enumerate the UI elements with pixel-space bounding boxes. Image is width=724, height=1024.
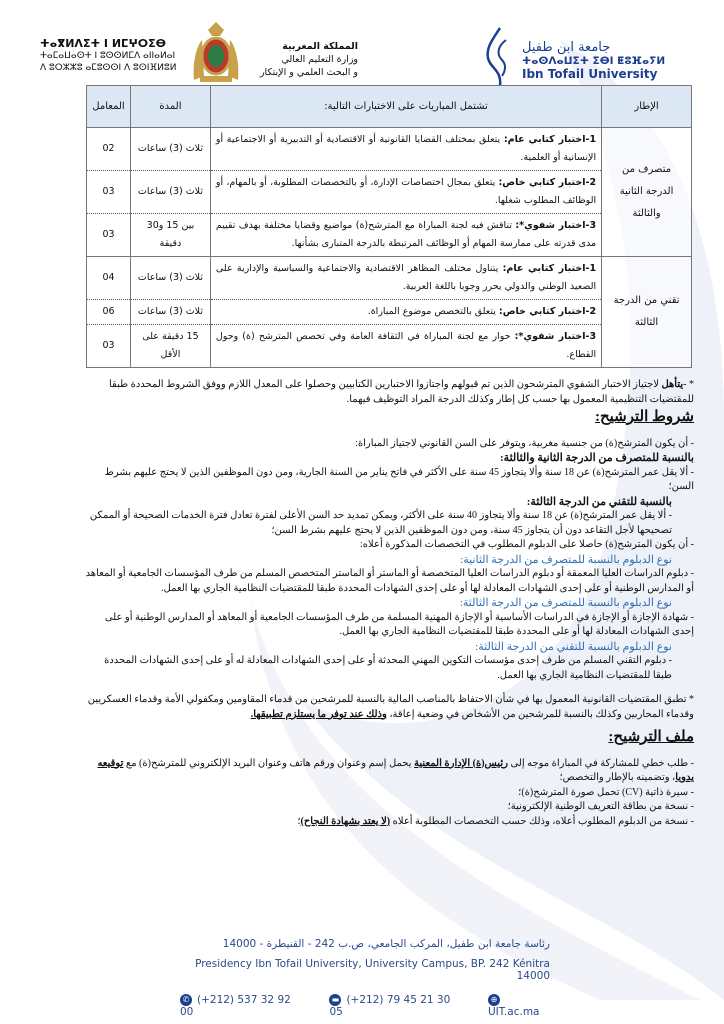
file-item-diploma: - نسخة من الدبلوم المطلوب أعلاه، وذلك حسب التخصصات المطلوبة أعلاه (لا يعتد بشهادة النجاح)؛	[297, 815, 694, 827]
coefficient-cell: 02	[87, 128, 131, 171]
duration-cell: ثلاث (3) ساعات	[131, 128, 211, 171]
diploma-title-admin-2: نوع الدبلوم بالنسبة للمتصرف من الدرجة الثانية:	[460, 553, 672, 566]
address-english: Presidency Ibn Tofail University, University Campus, BP. 242 Kénitra 14000	[195, 958, 550, 982]
duration-cell: ثلاث (3) ساعات	[131, 257, 211, 300]
table-row	[87, 128, 692, 171]
phone-icon: ✆	[180, 994, 192, 1006]
duration-cell: ثلاث (3) ساعات	[131, 171, 211, 214]
diploma-admin-2: - دبلوم الدراسات العليا المعمقة أو دبلوم الدراسات العليا المتخصصة أو الماستر أو الماستر المتخصص المسلم من طرف المؤسسات الجامعية أو المعاهد أو المدارس الوطنية أو على إحدى الشهادات المعادلة لها أو على إحدى الشهادات المحددة طبقا للمقتضيات النظامية الجاري بها العمل.	[85, 568, 694, 594]
ministry-tifinagh-text: ⵜⴰⴳⵍⴷⵉⵜ ⵏ ⵍⵎⵖⵔⵉⴱ ⵜⴰⵎⴰⵡⴰⵙⵜ ⵏ ⵓⵙⵙⵍⵎⴷ ⴰⵏⵏⴰⵍⴰⵏ ⴷ ⵓⵔⵣⵣⵓ ⴰⵎⵓⵙⵙⵏ ⴷ ⵓⵙⵏⴼⵍⵓⵍ	[40, 37, 177, 73]
letterhead	[0, 14, 724, 84]
diploma-title-admin-3: نوع الدبلوم بالنسبة للمتصرف من الدرجة الثالثة:	[459, 597, 672, 609]
document-body	[84, 378, 694, 829]
condition-age-technician: - ألا يقل عمر المترشح(ة) عن 18 سنة وألا يتجاوز 40 سنة على الأكثر، ويمكن تمديد حد السن الأعلى لفترة تعادل فترة الخدمات الصحيحة أو الممكن تصحيحها لأجل التقاعد دون أن يتجاوز 45 سنة، ومن دون الموظفين الذين لا يحتج عليهم بشرط السن؛	[89, 510, 672, 536]
conditions-heading: شروط الترشيح:	[594, 409, 694, 425]
fax-contact: ▬ (+212) 79 45 21 30 05	[329, 994, 451, 1018]
university-logo-text: جامعة ابن طفيل ⵜⴰⵙⴷⴰⵡⵉⵜ ⵉⴱⵏ ⵟⵓⴼⴰⵢⵍ Ibn Tofail University	[522, 40, 666, 81]
coefficient-cell: 03	[87, 171, 131, 214]
fax-icon: ▬	[329, 994, 341, 1006]
duration-cell: 15 دقيقة على الأقل	[131, 325, 211, 368]
exam-cell: 1-اختبار كتابي عام: يتعلق بمختلف القضايا القانونية أو الاقتصادية أو التدبيرية أو الاجتماعية أو الإنسانية أو العلمية.	[210, 128, 601, 171]
exam-cell: 1-اختبار كتابي عام: يتناول مختلف المظاهر الاقتصادية والاجتماعية والسياسية والإدارية على الصعيد الوطني والدولي يحرر وجوبا باللغة العربية.	[210, 257, 601, 300]
diploma-admin-3: - شهادة الإجازة أو الإجازة في الدراسات الأساسية أو الإجازة المهنية المسلمة من طرف المؤسسات الجامعية أو المعاهد أو المدارس الوطنية أو على إحدى الشهادات المعادلة لها أو على المحددة طبقا للمقتضيات النظامية الجاري بها العمل.	[104, 611, 694, 637]
moroccan-coat-of-arms-icon	[190, 20, 242, 84]
address-arabic: رئاسة جامعة ابن طفيل، المركب الجامعي، ص.ب 242 - القنيطرة - 14000	[222, 938, 550, 950]
subheading-administrator: بالنسبة للمتصرف من الدرجة الثانية والثالثة:	[500, 452, 694, 464]
table-row	[87, 257, 692, 300]
exam-cell: 2-اختبار كتابي خاص: يتعلق بمجال اختصاصات الإدارة، أو بالتخصصات المطلوبة، أو بالمهام، أو الوظائف المطلوب شغلها.	[210, 171, 601, 214]
duration-cell: ثلاث (3) ساعات	[131, 300, 211, 325]
coefficient-cell: 03	[87, 214, 131, 257]
file-heading: ملف الترشيح:	[608, 729, 694, 745]
file-item-request: - طلب خطي للمشاركة في المباراة موجه إلى رئيس(ة) الإدارة المعنية يحمل إسم وعنوان ورقم هاتف وعنوان البريد الإلكتروني للمترشح(ة) مع توقيعه يدويا، وتضمينه بالإطار والتخصص؛	[97, 757, 694, 783]
exam-cell: 2-اختبار كتابي خاص: يتعلق بالتخصص موضوع المباراة.	[210, 300, 601, 325]
oral-exam-note: * -يتأهل لاجتياز الاختبار الشفوي المترشحون الذين تم قبولهم واجتازوا الاختبارين الكتابيين وحصلوا على المعدل اللازم ووفق الشروط المحددة طبقا للمقتضيات التنظيمية المعمول بها حسب كل إطار وكذلك الدرجة المراد التوظيف فيهما.	[109, 379, 694, 405]
coefficient-cell: 04	[87, 257, 131, 300]
diploma-technician: - دبلوم التقني المسلم من طرف إحدى مؤسسات التكوين المهني المحدثة أو على إحدى الشهادات المعادلة له أو على إحدى الشهادات المحددة طبقا للمقتضيات النظامية الجاري بها العمل.	[104, 655, 672, 681]
reserved-posts-note: * تطبق المقتضيات القانونية المعمول بها في شأن الاحتفاظ بالمناصب المالية بالنسبة للمرشحين من قدماء المقاومين ومكفولي الأمة وقدماء العسكريين وقدماء المحاربين وكذلك بالنسبة للمرشحين من الأشخاص في وضعية إعاقة، وذلك عند توفر ما يستلزم تطبيقها.	[87, 694, 694, 720]
header-coefficient: المعامل	[87, 86, 131, 128]
table-row	[87, 300, 692, 325]
header-duration: المدة	[131, 86, 211, 128]
frame-cell: متصرف من الدرجة الثانية والثالثة	[602, 128, 692, 257]
university-logo-icon	[480, 26, 514, 88]
file-item-id: - نسخة من بطاقة التعريف الوطنية الإلكترونية؛	[507, 801, 694, 812]
condition-age-administrator: - ألا يقل عمر المترشح(ة) عن 18 سنة وألا يتجاوز 45 سنة على الأكثر في فاتح يناير من السنة الجارية، ومن دون الموظفين الذين لا يحتج عليهم بشرط السن؛	[104, 466, 694, 492]
table-row	[87, 325, 692, 368]
file-item-cv: - سيرة ذاتية (CV) تحمل صورة المترشح(ة)؛	[518, 786, 694, 798]
subheading-technician: بالنسبة للتقني من الدرجة الثالثة:	[526, 495, 672, 508]
condition-nationality: - أن يكون المترشح(ة) من جنسية مغربية، ويتوفر على السن القانوني لاجتياز المباراة:	[355, 437, 694, 449]
table-row	[87, 171, 692, 214]
table-row	[87, 214, 692, 257]
condition-diploma: - أن يكون المترشح(ة) حاصلا على الدبلوم المطلوب في التخصصات المذكورة أعلاه:	[360, 539, 694, 550]
coefficient-cell: 03	[87, 325, 131, 368]
footer	[180, 938, 550, 1018]
exams-table	[86, 85, 692, 368]
coefficient-cell: 06	[87, 300, 131, 325]
duration-cell: بين 15 و30 دقيقة	[131, 214, 211, 257]
globe-icon: ⊕	[488, 994, 500, 1006]
diploma-title-technician: نوع الدبلوم بالنسبة للتقني من الدرجة الثالثة:	[475, 640, 672, 653]
exam-cell: 3-اختبار شفوي*: حوار مع لجنة المباراة في الثقافة العامة وفي تخصص المترشح (ة) وحول القطاع.	[210, 325, 601, 368]
frame-cell: تقني من الدرجة الثالثة	[602, 257, 692, 368]
header-frame: الإطار	[602, 86, 692, 128]
ministry-name: المملكة المغربية وزارة التعليم العالي و البحث العلمي و الإبتكار	[259, 41, 358, 78]
header-exams: تشتمل المباريات على الاختبارات التالية:	[210, 86, 601, 128]
phone-contact: ✆ (+212) 537 32 92 00	[180, 994, 291, 1018]
exam-cell: 3-اختبار شفوي*: تناقش فيه لجنة المباراة مع المترشح(ة) مواضيع وقضايا مختلفة بهدف تقييم مدى قدرته على ممارسة المهام أو الوظائف المرتبطة بالدرجة المتبارى بشأنها.	[210, 214, 601, 257]
website-link[interactable]: ⊕UIT.ac.ma	[487, 995, 540, 1018]
